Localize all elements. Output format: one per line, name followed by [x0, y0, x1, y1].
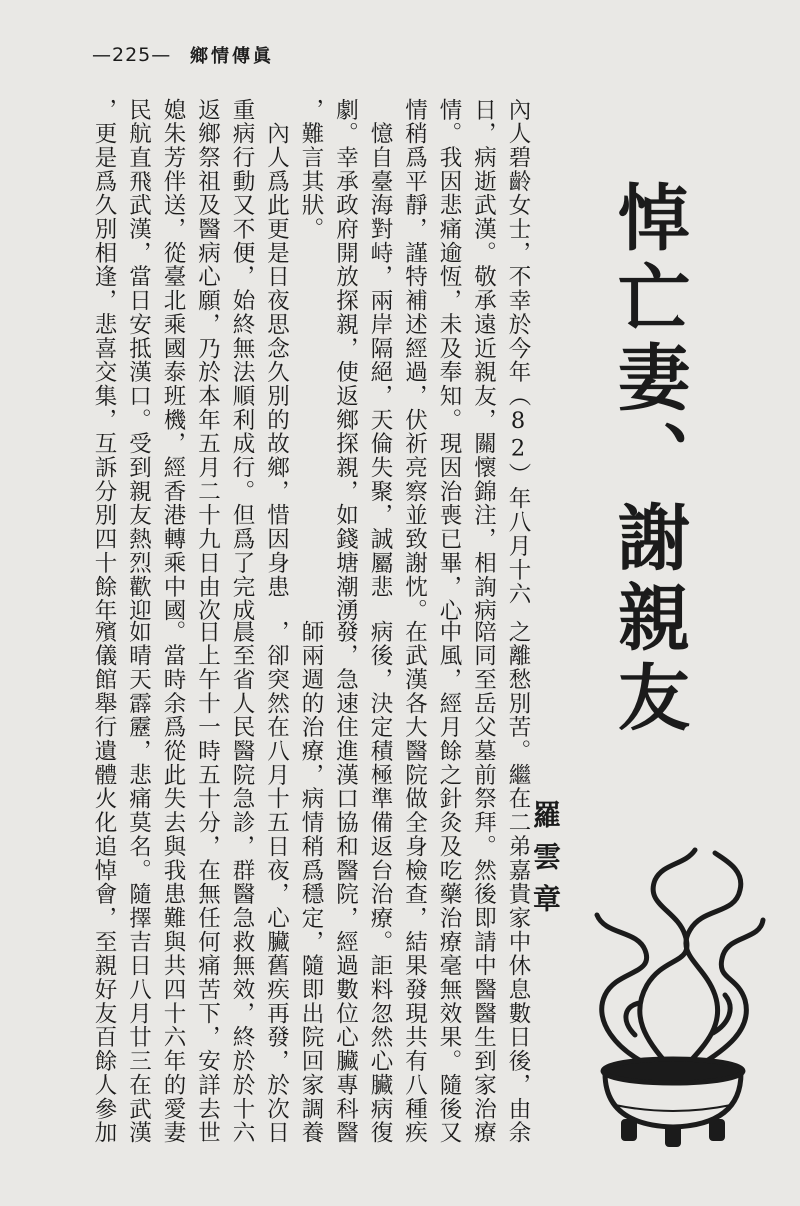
article-author: 羅雲章: [529, 800, 562, 926]
page-number: —225—: [92, 44, 172, 66]
article-title: 悼亡妻、謝親友: [606, 180, 690, 740]
incense-burner-illustration: [575, 835, 770, 1155]
article-body-lower: 之離愁別苦。繼在二弟嘉貴家中休息數日後，由余 陪同至岳父墓前祭拜。然後即請中醫醫生到家治療 中風，經月餘之針灸及吃藥治療毫無效果。隨後又 在武漢各大醫院做全身檢查，結果發現共有八種疾 病後，決定積極準備返台治療。詎料忽然心臟病復 發，急速住進漢口協和醫院，經過數位心臟專科醫 師兩週的治療，病情稍爲穩定，隨即出院回家調養 ，卻突然在八月十五日夜，心臟舊疾再發，於次日 晨至省人民醫院急診，群醫急救無效，終於於十六 日上午十一時五十分，在無任何痛苦下，安詳去世 。當時余爲從此失去與我患難與共四十六年的愛妻 如晴天霹靂，悲痛莫名。隨擇吉日八月廿三在武漢 殯儀館舉行遺體火化追悼會，至親好友百餘人參加: [91, 620, 531, 1145]
running-header: 鄉情傳眞: [190, 46, 274, 67]
article-body-upper: 內人碧齡女士，不幸於今年（82）年八月十六 日，病逝武漢。敬承遠近親友，關懷錦注，相詢病 情。我因悲痛逾恆，未及奉知。現因治喪已畢，心 情稍爲平靜，謹特補述經過，伏祈亮察並致謝忱。 憶自臺海對峙，兩岸隔絕，天倫失聚，誠屬悲 劇。幸承政府開放探親，使返鄉探親，如錢塘潮湧 ，難言其狀。 內人爲此更是日夜思念久別的故鄉，惜因身患 重病行動又不便，始終無法順利成行。但爲了完成 返鄉祭祖及醫病心願，乃於本年五月二十九日由次 媳朱芳伴送，從臺北乘國泰班機，經香港轉乘中國 民航直飛武漢，當日安抵漢口。受到親友熱烈歡迎 ，更是爲久別相逢，悲喜交集，互訴分別四十餘年: [91, 98, 531, 623]
